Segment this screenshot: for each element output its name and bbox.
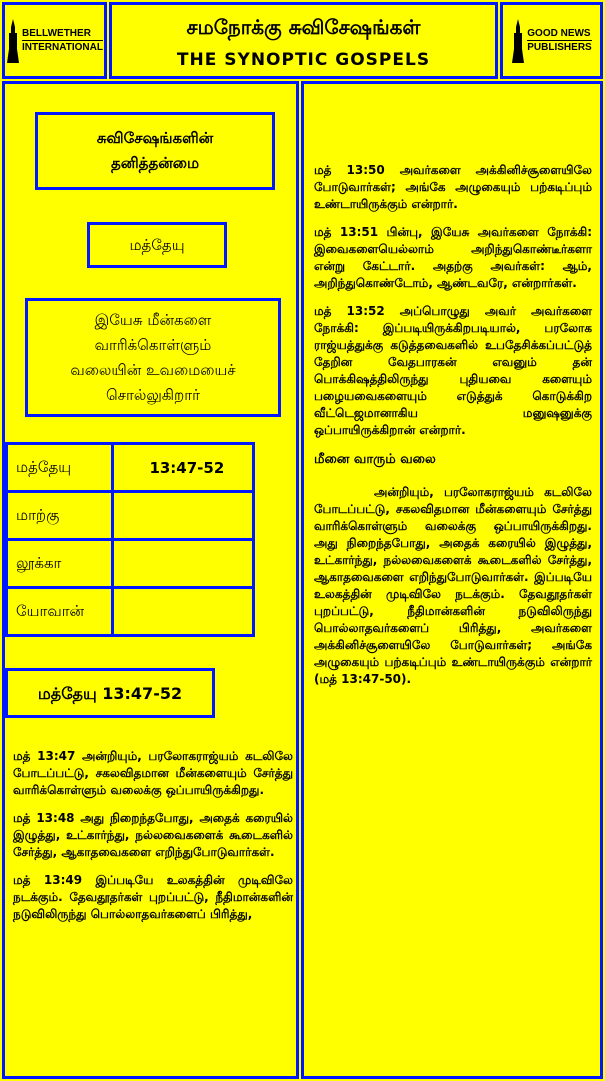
- table-row: [7, 588, 254, 636]
- publisher-logo-right: [500, 2, 603, 79]
- left-column: [2, 81, 299, 1079]
- gospel-name-cell: மத்தேயு: [7, 444, 113, 492]
- section-title: மீனை வாரும் வலை: [314, 452, 436, 467]
- intro-line1: சுவிசேஷங்களின்: [96, 129, 214, 147]
- parable-line: இயேசு மீன்களை: [94, 310, 212, 329]
- verse-paragraph: மத் 13:50 அவர்களை அக்கினிச்சூளையிலே போடுவார்கள்; அங்கே அழுகையும் பற்கடிப்பும் உண்டாயிருக்கும் என்றார்.: [314, 163, 592, 211]
- scripture-text-right: [314, 162, 592, 699]
- logo-left-line1: BELLWETHER: [22, 27, 103, 41]
- intro-box: [35, 112, 275, 190]
- gospel-name-cell: யோவான்: [7, 588, 113, 636]
- page-title-english: THE SYNOPTIC GOSPELS: [176, 50, 431, 70]
- verse-paragraph: மத் 13:48 அது நிறைந்தபோது, அதைக் கரையில் இழுத்து, உட்கார்ந்து, நல்லவைகளைக் கூடைகளில் சேர்த்து, ஆகாதவைகளை எறிந்துபோடுவார்கள்.: [13, 811, 293, 859]
- publisher-logo-left: [2, 2, 107, 79]
- right-column: [301, 81, 603, 1079]
- reference-cell: [112, 540, 253, 588]
- gospel-reference-table: [5, 442, 255, 637]
- passage-reference-heading: மத்தேயு 13:47-52: [5, 668, 215, 718]
- gospel-name-cell: லூக்கா: [7, 540, 113, 588]
- logo-left-line2: INTERNATIONAL: [22, 42, 103, 53]
- verse-paragraph: மத் 13:51 பின்பு, இயேசு அவர்களை நோக்கி: இவைகளையெல்லாம் அறிந்துகொண்டீர்களா என்று கேட்டார். அதற்கு அவர்கள்: ஆம், அறிந்துகொண்டோம், ஆண்டவரே, என்றார்கள்.: [314, 225, 592, 290]
- reference-cell: [112, 492, 253, 540]
- verse-paragraph: மத் 13:47 அன்றியும், பரலோகராஜ்யம் கடலிலே போடப்பட்டு, சகலவிதமான மீன்களையும் சேர்த்து வாரிக்கொள்ளும் வலைக்கு ஒப்பாயிருக்கிறது.: [13, 749, 293, 797]
- verse-paragraph: மத் 13:49 இப்படியே உலகத்தின் முடிவிலே நடக்கும். தேவதூதர்கள் புறப்பட்டு, நீதிமான்களின் நடுவிலிருந்து பொல்லாதவர்களைப் பிரித்து,: [13, 873, 293, 921]
- table-row: [7, 444, 254, 492]
- reference-cell: 13:47-52: [112, 444, 253, 492]
- intro-line2: தனித்தன்மை: [110, 154, 200, 172]
- parable-line: வாரிக்கொள்ளும்: [94, 335, 212, 354]
- verse-paragraph: மத் 13:52 அப்பொழுது அவர் அவர்களை நோக்கி: இப்படியிருக்கிறபடியால், பரலோக ராஜ்யத்துக்கு கடுத்தவைகளில் உபதேசிக்கப்பட்டுத் தேறின வேதபாரகன் எவனும் தன் பொக்கிஷத்திலிருந்து புதியவை களையும் பழையவைகளையும் எடுத்துக் கொடுக்கிற வீட்டெஜமானாகிய மனுஷனுக்கு ஒப்பாயிருக்கிறான் என்றார்.: [314, 304, 592, 437]
- reference-cell: [112, 588, 253, 636]
- logo-right-line1: GOOD NEWS: [527, 28, 591, 39]
- parable-line: வலையின் உவமையைச்: [70, 360, 236, 379]
- page-header: [109, 2, 498, 79]
- tower-icon: [511, 19, 525, 63]
- scripture-text-left: [13, 748, 293, 934]
- gospel-name-cell: மாற்கு: [7, 492, 113, 540]
- summary-paragraph: அன்றியும், பரலோகராஜ்யம் கடலிலே போடப்பட்டு, சகலவிதமான மீன்களையும் சேர்த்து வாரிக்கொள்ளும் வலைக்கு ஒப்பாயிருக்கிறது. அது நிறைந்தபோது, அதைக் கரையில் இழுத்து, உட்கார்ந்து, நல்லவைகளைக் கூடைகளில் சேர்த்து, ஆகாதவைகளை எறிந்துபோடுவார்கள். இப்படியே உலகத்தின் முடிவிலே நடக்கும். தேவதூதர்கள் புறப்பட்டு, நீதிமான்களின் நடுவிலிருந்து பொல்லாதவர்களைப் பிரித்து, அவர்களை அக்கினிச்சூளையிலே போடுவார்கள்; அங்கே அழுகையும் பற்கடிப்பும் உண்டாயிருக்கும் என்றார் (மத் 13:47-50).: [314, 485, 592, 686]
- parable-line: சொல்லுகிறார்: [106, 385, 200, 404]
- table-row: [7, 492, 254, 540]
- gospel-box: மத்தேயு: [87, 222, 227, 268]
- tower-icon: [6, 19, 20, 63]
- page-title-tamil: சமநோக்கு சுவிசேஷங்கள்: [186, 15, 421, 39]
- table-row: [7, 540, 254, 588]
- logo-right-line2: PUBLISHERS: [527, 42, 592, 53]
- parable-title-box: [25, 298, 281, 417]
